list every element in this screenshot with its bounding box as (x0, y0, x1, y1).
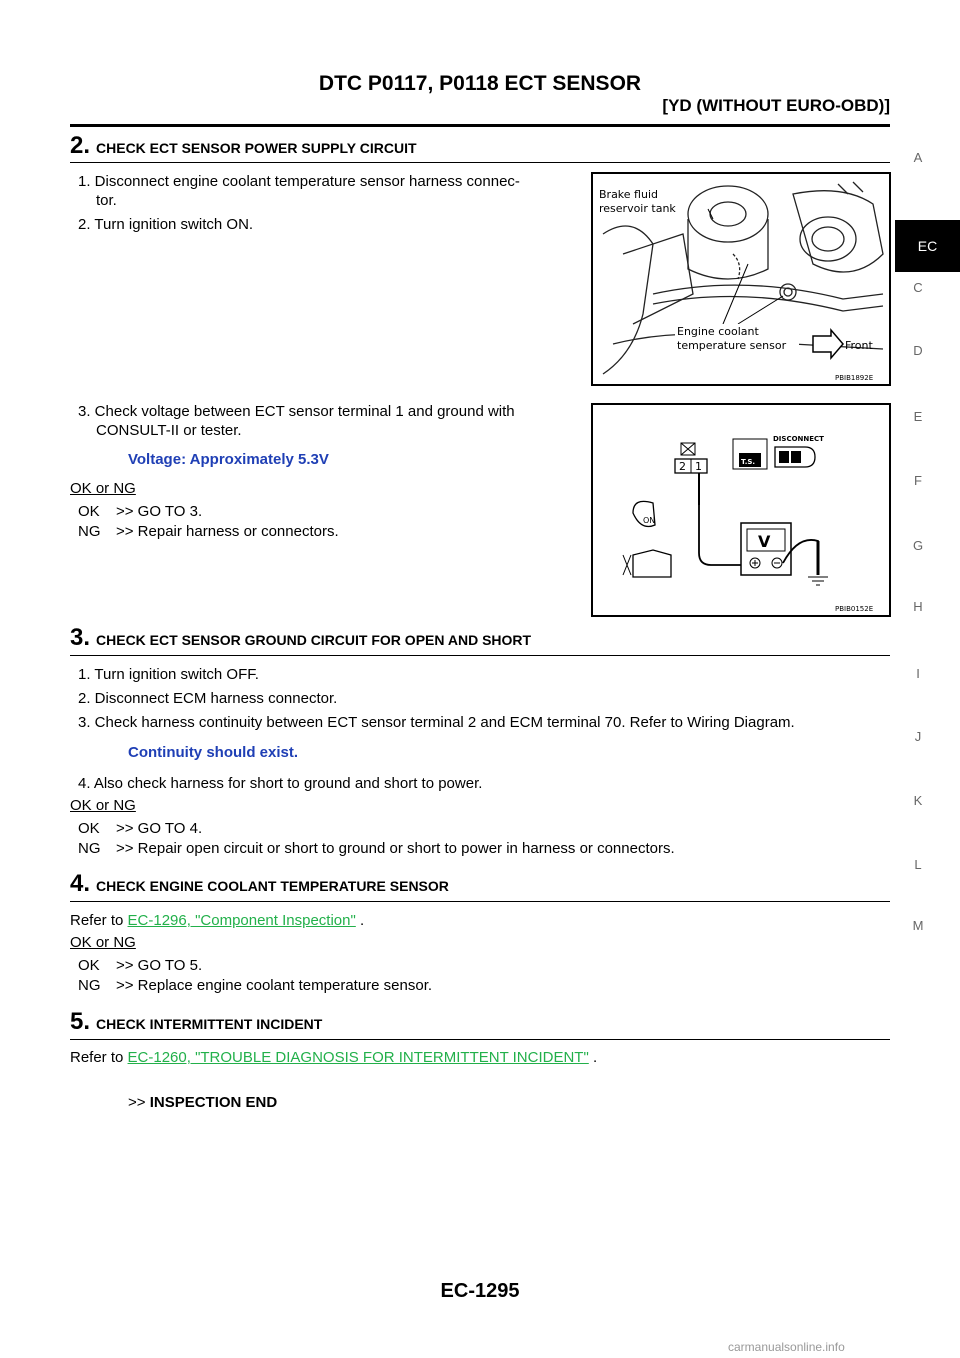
step5-heading (70, 1008, 322, 1036)
step5-end (128, 1093, 277, 1112)
step3-results (78, 819, 675, 859)
step2-rule (70, 162, 890, 163)
index-c[interactable]: C (913, 280, 923, 295)
voltage-check-figure (591, 403, 891, 617)
index-j[interactable]: J (914, 729, 922, 744)
fig1-label-front: Front (845, 339, 873, 352)
step4-title: CHECK ENGINE COOLANT TEMPERATURE SENSOR (96, 878, 449, 894)
step5-refer-tail: . (592, 1049, 598, 1066)
engine-bay-figure (591, 172, 891, 386)
fig2-disconnect: DISCONNECT (773, 435, 824, 443)
step2-ng-key: NG (78, 523, 101, 540)
step3-title: CHECK ECT SENSOR GROUND CIRCUIT FOR OPEN AND SHORT (96, 632, 532, 648)
step3-ok: >> GO TO 4. (116, 820, 203, 837)
step3-item2: 2. Disconnect ECM harness connector. (78, 690, 338, 707)
step5-refer (70, 1048, 597, 1067)
step2-ng: >> Repair harness or connectors. (116, 523, 339, 540)
index-l[interactable]: L (914, 857, 922, 872)
step5-refer-text: Refer to (70, 1049, 124, 1066)
step3-item4: 4. Also check harness for short to ground and short to power. (78, 775, 483, 792)
fig2-code: PBIB0152E (835, 605, 874, 613)
fig1-label-ect2: temperature sensor (677, 339, 787, 352)
fig1-label-brake: Brake fluid (599, 188, 658, 201)
step4-ok: >> GO TO 5. (116, 957, 203, 974)
step4-results (78, 956, 432, 996)
step4-refer (70, 911, 364, 930)
step3-number: 3. (70, 624, 91, 651)
step2-results (78, 502, 339, 542)
step2-item3-line1: 3. Check voltage between ECT sensor terminal 1 and ground with (78, 403, 515, 420)
header-rule (70, 124, 890, 127)
index-h[interactable]: H (913, 599, 923, 614)
step4-okng: OK or NG (70, 934, 136, 951)
page-subtitle: [YD (WITHOUT EURO-OBD)] (662, 96, 890, 115)
step2-item3 (78, 402, 588, 440)
step2-item1-line1: 1. Disconnect engine coolant temperature sensor harness connec- (78, 173, 520, 190)
fig2-term2: 2 (679, 460, 686, 473)
inspection-end: INSPECTION END (149, 1094, 278, 1111)
step3-ng: >> Repair open circuit or short to ground or short to power in harness or connectors. (116, 840, 675, 857)
fig1-label-reservoir: reservoir tank (599, 202, 676, 215)
index-f[interactable]: F (914, 473, 922, 488)
intermittent-incident-link[interactable]: EC-1260, "TROUBLE DIAGNOSIS FOR INTERMITTENT INCIDENT" (127, 1049, 589, 1066)
step4-rule (70, 901, 890, 902)
step3-heading (70, 624, 531, 652)
watermark: carmanualsonline.info (728, 1340, 845, 1354)
step5-end-arrow: >> (128, 1094, 146, 1111)
voltage-check-diagram (593, 405, 889, 615)
step2-heading (70, 132, 417, 160)
step3-ng-key: NG (78, 840, 101, 857)
index-ec-active[interactable]: EC (895, 220, 960, 272)
step2-okng: OK or NG (70, 480, 136, 497)
step5-number: 5. (70, 1008, 91, 1035)
index-g[interactable]: G (912, 538, 924, 553)
step2-item3-line2: CONSULT-II or tester. (96, 422, 242, 439)
fig1-label-ect1: Engine coolant (677, 325, 759, 338)
index-i[interactable]: I (916, 666, 920, 681)
step2-number: 2. (70, 132, 91, 159)
index-e[interactable]: E (913, 409, 923, 424)
step4-ng: >> Replace engine coolant temperature sensor. (116, 977, 433, 994)
step3-item3: 3. Check harness continuity between ECT sensor terminal 2 and ECM terminal 70. Refer to Wiring Diagram. (78, 714, 795, 731)
step2-spec: Voltage: Approximately 5.3V (128, 451, 329, 468)
engine-bay-illustration (593, 174, 889, 384)
step4-ok-key: OK (78, 957, 100, 974)
index-a[interactable]: A (913, 150, 923, 165)
fig1-code: PBIB1892E (835, 374, 874, 382)
step2-title: CHECK ECT SENSOR POWER SUPPLY CIRCUIT (96, 140, 417, 156)
step3-item1: 1. Turn ignition switch OFF. (78, 666, 259, 683)
step3-okng: OK or NG (70, 797, 136, 814)
step2-ok-key: OK (78, 503, 100, 520)
step5-rule (70, 1039, 890, 1040)
step3-rule (70, 655, 890, 656)
index-k[interactable]: K (913, 793, 923, 808)
step2-ok: >> GO TO 3. (116, 503, 203, 520)
step4-refer-tail: . (359, 912, 365, 929)
step3-ok-key: OK (78, 820, 100, 837)
step2-item1-line2: tor. (96, 192, 117, 209)
step4-number: 4. (70, 870, 91, 897)
index-d[interactable]: D (913, 343, 923, 358)
index-m[interactable]: M (912, 918, 924, 933)
fig2-on: ON (643, 516, 656, 525)
component-inspection-link[interactable]: EC-1296, "Component Inspection" (127, 912, 356, 929)
step4-ng-key: NG (78, 977, 101, 994)
step2-item2: 2. Turn ignition switch ON. (78, 216, 254, 233)
fig2-v: V (758, 532, 771, 551)
fig2-term1: 1 (695, 460, 702, 473)
page-number: EC-1295 (440, 1280, 520, 1302)
fig2-ts: T.S. (741, 458, 756, 466)
step4-refer-text: Refer to (70, 912, 124, 929)
step4-heading (70, 870, 449, 898)
step3-spec: Continuity should exist. (128, 744, 299, 761)
page-title: DTC P0117, P0118 ECT SENSOR (318, 72, 642, 95)
step5-title: CHECK INTERMITTENT INCIDENT (96, 1016, 323, 1032)
step2-item1 (78, 172, 578, 210)
